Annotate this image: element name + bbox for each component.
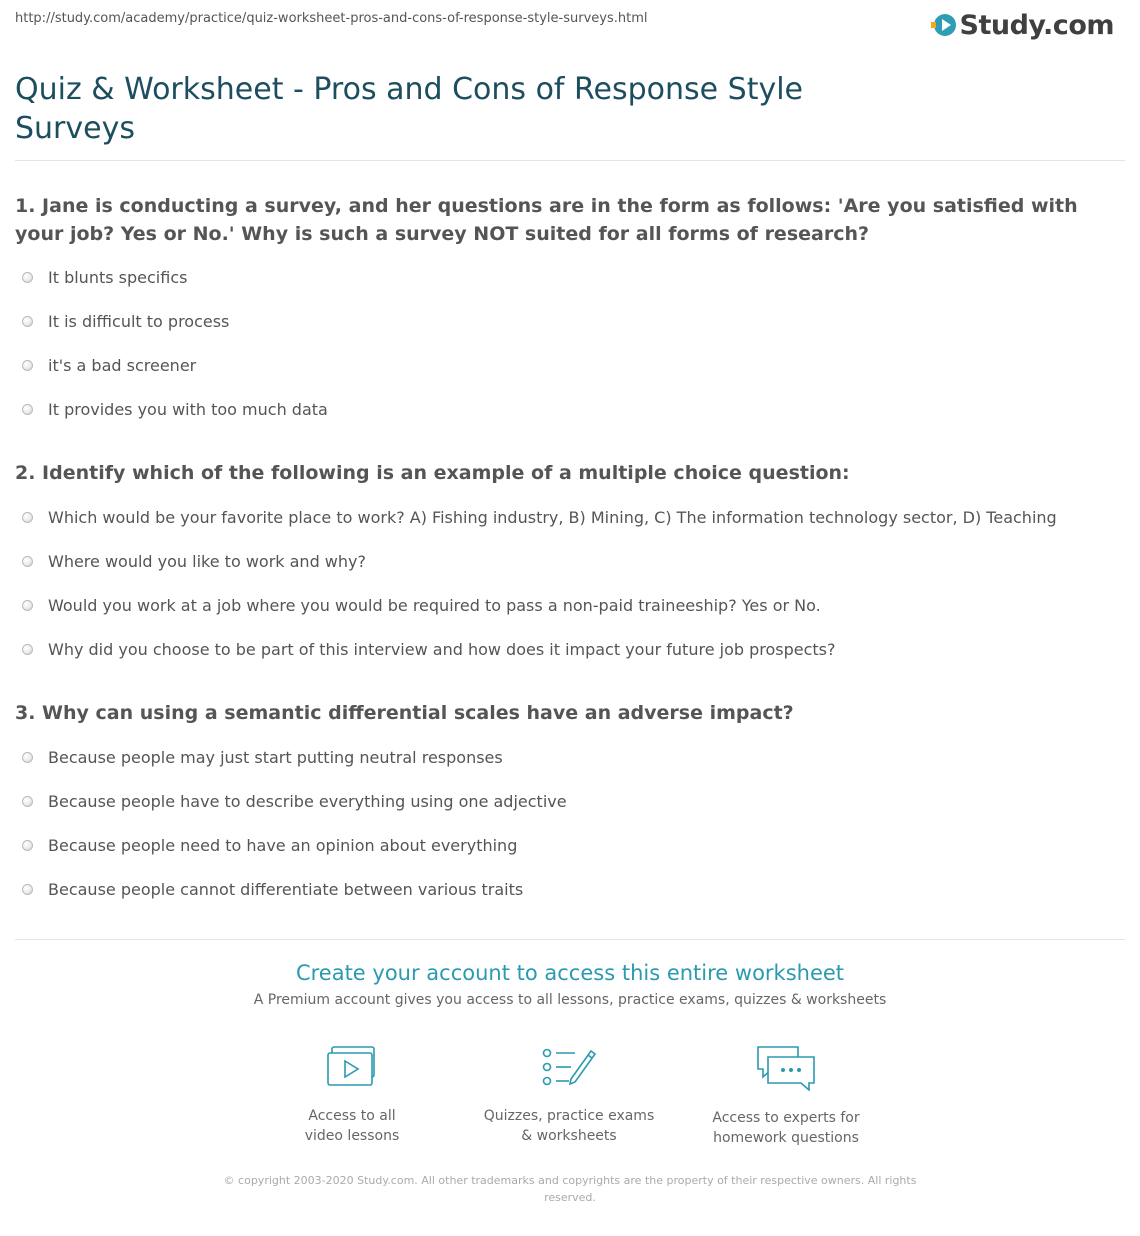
- choice-label: Where would you like to work and why?: [48, 551, 366, 571]
- study-logo[interactable]: [934, 8, 1114, 42]
- radio-button[interactable]: [22, 752, 33, 763]
- feature-quizzes: [469, 1045, 669, 1146]
- choice-1c[interactable]: [22, 355, 196, 375]
- cta-subtitle: A Premium account gives you access to all lessons, practice exams, quizzes & worksheets: [253, 992, 887, 1008]
- radio-button[interactable]: [22, 404, 33, 415]
- radio-button[interactable]: [22, 556, 33, 567]
- question-1: 1. Jane is conducting a survey, and her questions are in the form as follows: 'Are you satisfied with your job? Yes or No.' Why is such a survey NOT suited for all forms of research?: [15, 195, 1078, 245]
- question-3: 3. Why can using a semantic differential scales have an adverse impact?: [15, 702, 794, 724]
- question-2: 2. Identify which of the following is an example of a multiple choice question:: [15, 462, 850, 484]
- video-lessons-icon: [326, 1045, 378, 1089]
- create-account-link[interactable]: Create your account to access this entire worksheet: [295, 961, 845, 985]
- choice-label: Would you work at a job where you would be required to pass a non-paid traineeship? Yes or No.: [48, 595, 821, 615]
- radio-button[interactable]: [22, 644, 33, 655]
- choice-1b[interactable]: [22, 311, 229, 331]
- choice-1d[interactable]: [22, 399, 328, 419]
- choice-label: it's a bad screener: [48, 355, 197, 375]
- page-url: http://study.com/academy/practice/quiz-worksheet-pros-and-cons-of-response-style-surveys.html: [15, 11, 648, 26]
- feature-experts: [686, 1045, 886, 1148]
- choice-label: It blunts specifics: [48, 267, 188, 287]
- choice-2b[interactable]: [22, 551, 366, 571]
- feature-label: Quizzes, practice exams & worksheets: [483, 1108, 655, 1144]
- radio-button[interactable]: [22, 272, 33, 283]
- choice-3b[interactable]: [22, 791, 567, 811]
- choice-2a[interactable]: [22, 507, 1057, 527]
- divider: [15, 160, 1125, 161]
- choice-label: Because people cannot differentiate between various traits: [48, 879, 524, 899]
- divider: [15, 939, 1125, 940]
- play-logo-icon: [934, 14, 956, 36]
- choice-2d[interactable]: [22, 639, 836, 659]
- choice-label: It is difficult to process: [48, 311, 230, 331]
- feature-label: Access to experts for homework questions: [712, 1110, 860, 1146]
- choice-2c[interactable]: [22, 595, 821, 615]
- choice-1a[interactable]: [22, 267, 187, 287]
- expert-chat-icon: [754, 1045, 818, 1091]
- quiz-checklist-icon: [541, 1045, 597, 1089]
- choice-label: Which would be your favorite place to work? A) Fishing industry, B) Mining, C) The information technology sector, D) Teaching: [48, 507, 1057, 527]
- radio-button[interactable]: [22, 840, 33, 851]
- radio-button[interactable]: [22, 600, 33, 611]
- feature-video-lessons: [252, 1045, 452, 1146]
- feature-label: Access to all video lessons: [304, 1108, 400, 1144]
- radio-button[interactable]: [22, 316, 33, 327]
- radio-button[interactable]: [22, 796, 33, 807]
- copyright-text: © copyright 2003-2020 Study.com. All other trademarks and copyrights are the property of their respective owners. All rights reserved.: [223, 1174, 917, 1204]
- choice-3a[interactable]: [22, 747, 503, 767]
- radio-button[interactable]: [22, 884, 33, 895]
- choice-label: Why did you choose to be part of this interview and how does it impact your future job prospects?: [48, 639, 836, 659]
- choice-3c[interactable]: [22, 835, 517, 855]
- choice-label: Because people have to describe everything using one adjective: [48, 791, 567, 811]
- radio-button[interactable]: [22, 512, 33, 523]
- logo-text: Study.com: [959, 9, 1114, 41]
- choice-3d[interactable]: [22, 879, 523, 899]
- choice-label: It provides you with too much data: [48, 399, 328, 419]
- radio-button[interactable]: [22, 360, 33, 371]
- choice-label: Because people need to have an opinion about everything: [48, 835, 518, 855]
- choice-label: Because people may just start putting neutral responses: [48, 747, 503, 767]
- page-title: Quiz & Worksheet - Pros and Cons of Response Style Surveys: [15, 72, 803, 146]
